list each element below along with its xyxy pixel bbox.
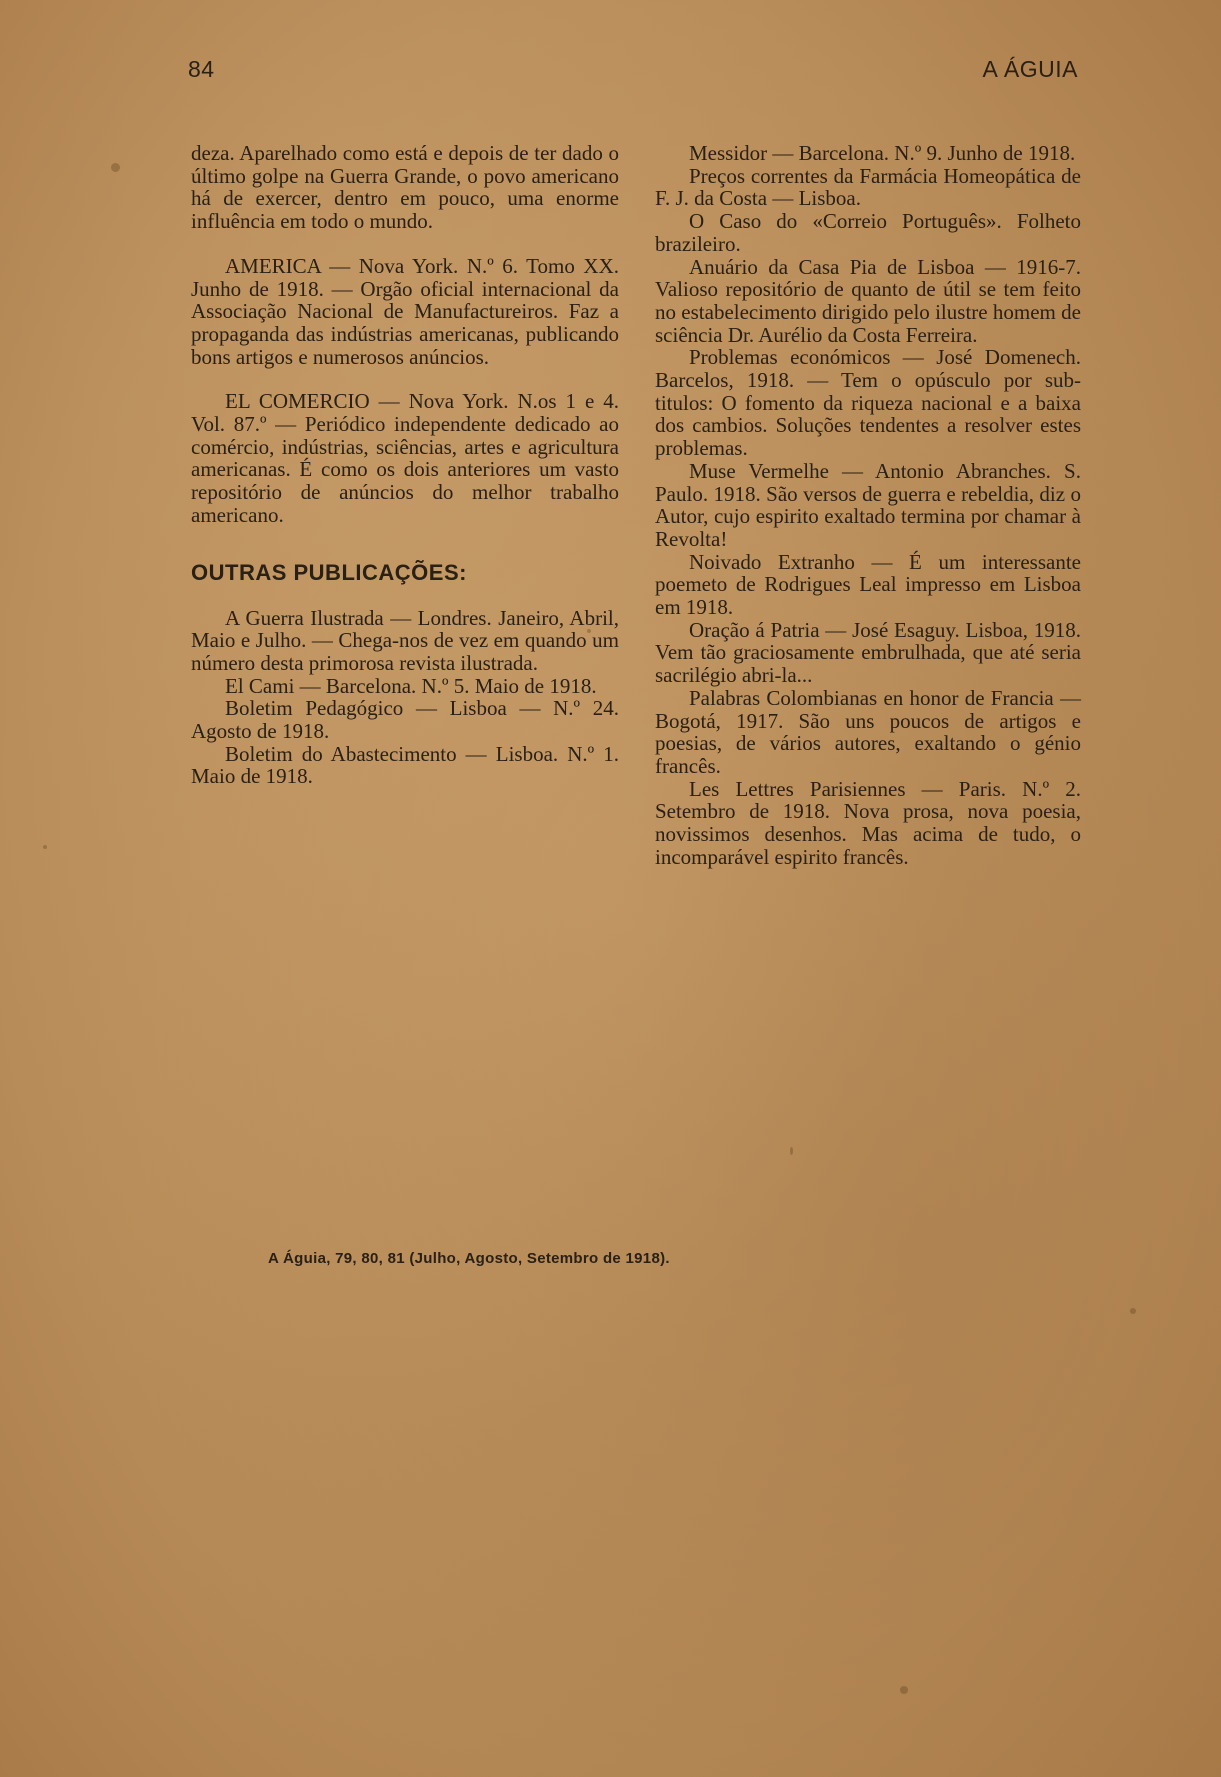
imprint-footer: A Águia, 79, 80, 81 (Julho, Agosto, Setembro de 1918). <box>268 1250 670 1267</box>
opening-paragraph: deza. Aparelhado como está e depois de ter dado o último golpe na Guerra Grande, o povo americano há de exercer, dentro em pouco, uma enorme influência em todo o mundo. <box>191 141 619 234</box>
publication-entry: Boletim do Abastecimento — Lisboa. N.º 1. Maio de 1918. <box>191 741 619 789</box>
publication-entry: Oração á Patria — José Esaguy. Lisboa, 1918. Vem tão graciosamente embrulhada, que até seria sacrilégio abri-la... <box>655 617 1081 688</box>
publication-entry: Anuário da Casa Pia de Lisboa — 1916-7. Valioso repositório de quanto de útil se tem feito no estabelecimento dirigido pelo ilustre homem de sciência Dr. Aurélio da Costa Ferreira. <box>655 254 1081 347</box>
paper-speck <box>1130 1308 1136 1314</box>
publication-entry: Palabras Colombianas en honor de Francia — Bogotá, 1917. São uns poucos de artigos e poesias, de vários autores, exaltando o génio francês. <box>655 685 1081 778</box>
page-number: 84 <box>188 56 215 82</box>
right-column <box>655 142 1081 869</box>
paper-speck <box>43 845 47 849</box>
publication-entry: El Cami — Barcelona. N.º 5. Maio de 1918. <box>225 673 597 698</box>
paper-speck <box>900 1686 908 1694</box>
publication-entry: Problemas económicos — José Domenech. Barcelos, 1918. — Tem o opúsculo por sub-titulos: O fomento da riqueza nacional e a baixa dos cambios. Soluções tendentes a resolver estes problemas. <box>655 345 1081 461</box>
journal-title: A ÁGUIA <box>982 56 1078 82</box>
publication-entry: Preços correntes da Farmácia Homeopática de F. J. da Costa — Lisboa. <box>655 163 1081 211</box>
publication-entry: Boletim Pedagógico — Lisboa — N.º 24. Agosto de 1918. <box>191 696 619 744</box>
publication-entry: Les Lettres Parisiennes — Paris. N.º 2. Setembro de 1918. Nova prosa, nova poesia, novissimos desenhos. Mas acima de tudo, o incomparável espirito francês. <box>655 776 1081 869</box>
publication-entry: Noivado Extranho — É um interessante poemeto de Rodrigues Leal impresso em Lisboa em 1918. <box>655 549 1081 620</box>
paper-speck <box>790 1147 793 1155</box>
left-column <box>191 142 619 788</box>
review-entry-america: AMERICA — Nova York. N.º 6. Tomo XX. Junho de 1918. — Orgão oficial internacional da Associação Nacional de Manufactureiros. Faz a propaganda das indústrias americanas, publicando bons artigos e numerosos anúncios. <box>191 253 619 369</box>
publication-entry: Messidor — Barcelona. N.º 9. Junho de 1918. <box>689 141 1076 165</box>
publication-entry: A Guerra Ilustrada — Londres. Janeiro, Abril, Maio e Julho. — Chega-nos de vez em quando um número desta primorosa revista ilustrada. <box>191 605 619 675</box>
section-heading: OUTRAS PUBLICAÇÕES: <box>191 559 467 585</box>
publication-entry: Muse Vermelhe — Antonio Abranches. S. Paulo. 1918. São versos de guerra e rebeldia, diz o Autor, cujo espirito exaltado termina por chamar à Revolta! <box>655 458 1081 551</box>
paper-speck <box>111 163 120 172</box>
review-entry-el-comercio: EL COMERCIO — Nova York. N.os 1 e 4. Vol. 87.º — Periódico independente dedicado ao comércio, indústrias, sciências, artes e agricultura americanas. É como os dois anteriores um vasto repositório de anúncios do melhor trabalho americano. <box>191 389 619 527</box>
publication-entry: O Caso do «Correio Português». Folheto brazileiro. <box>655 209 1081 256</box>
